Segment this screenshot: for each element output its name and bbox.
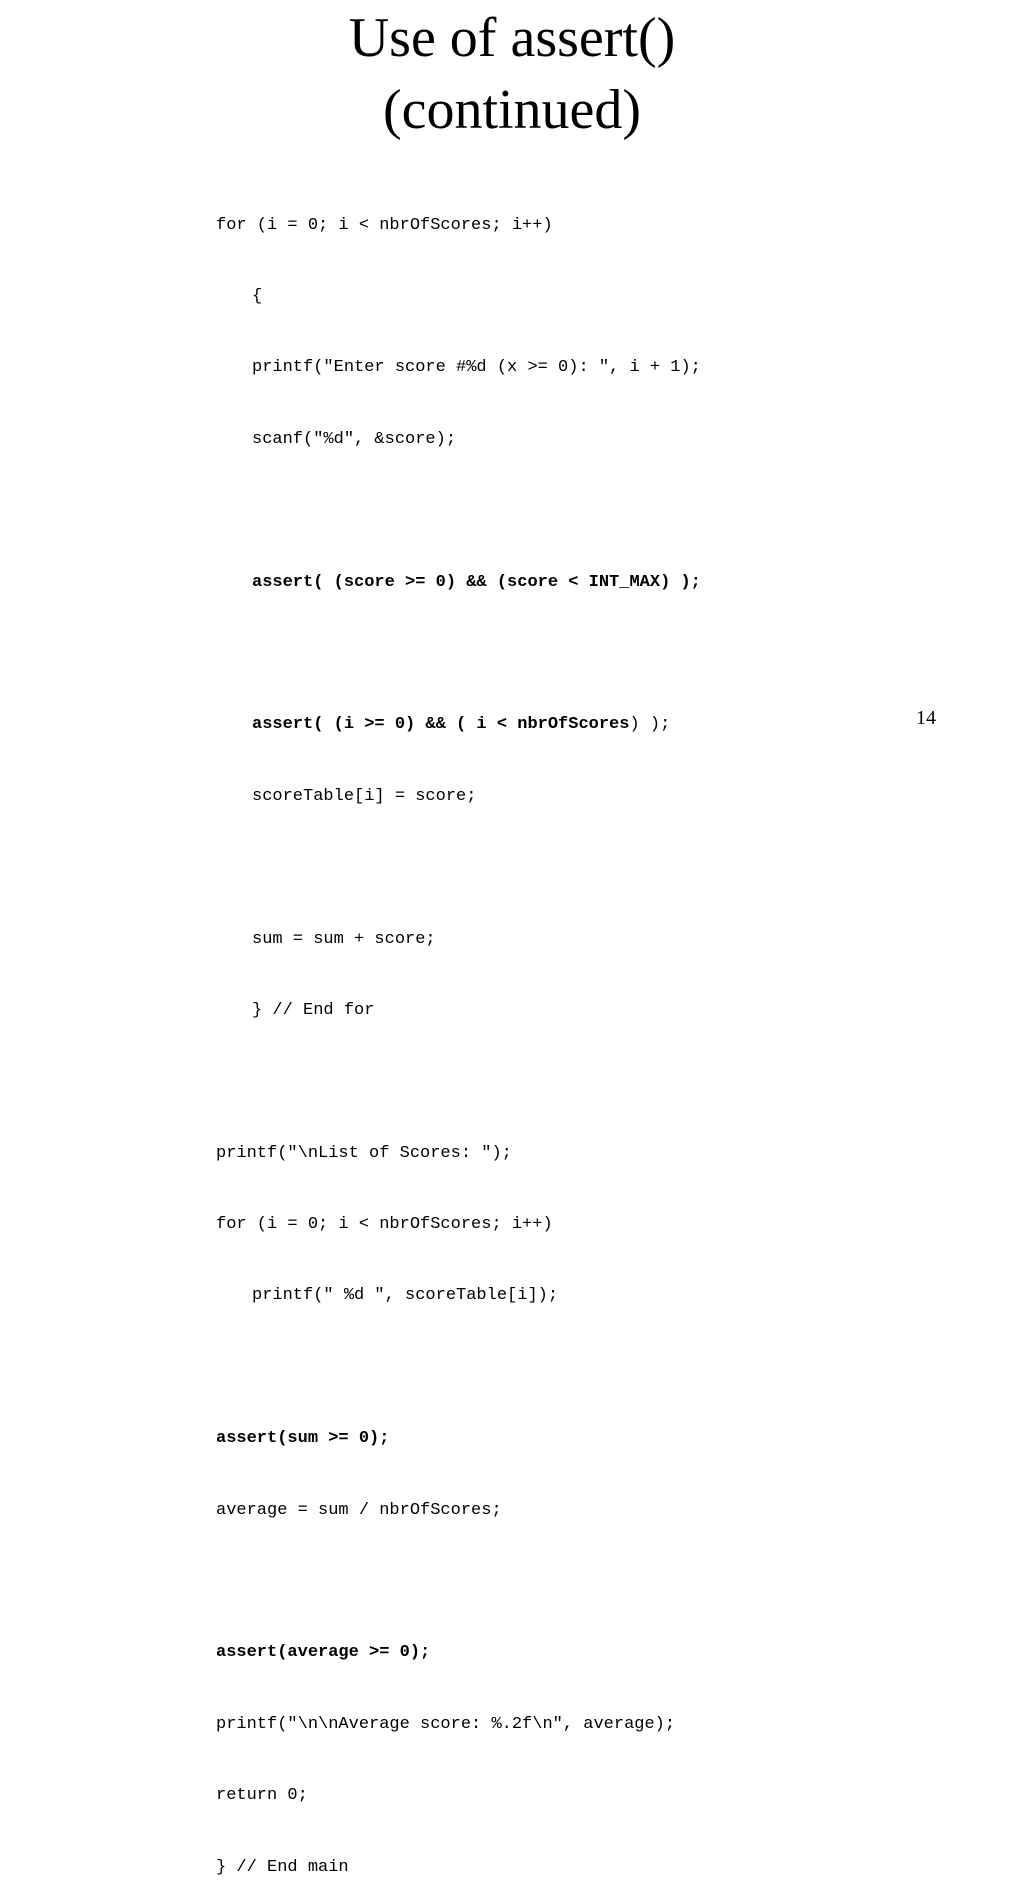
code-line-assert: assert( (score >= 0) && (score < INT_MAX) ); bbox=[252, 572, 701, 592]
code-listing bbox=[216, 166, 701, 1903]
code-line: printf("\nList of Scores: "); bbox=[216, 1143, 512, 1163]
code-line: scoreTable[i] = score; bbox=[252, 786, 477, 806]
code-line: scanf("%d", &score); bbox=[252, 429, 457, 449]
code-line: } // End for bbox=[252, 1000, 375, 1020]
code-line-assert: assert(average >= 0); bbox=[216, 1643, 431, 1663]
code-line: } // End main bbox=[216, 1857, 349, 1877]
slide-title bbox=[0, 2, 1024, 146]
slide-title-line-2: (continued) bbox=[382, 79, 642, 141]
code-line: for (i = 0; i < nbrOfScores; i++) bbox=[216, 215, 553, 235]
blank-line bbox=[216, 1570, 701, 1594]
blank-line bbox=[216, 1070, 701, 1094]
code-line: for (i = 0; i < nbrOfScores; i++) bbox=[216, 1215, 553, 1235]
slide-title-line-1: Use of assert() bbox=[348, 7, 676, 69]
blank-line bbox=[216, 499, 701, 523]
code-line-bold-part: assert( (i >= 0) && ( i < nbrOfScores bbox=[252, 715, 630, 735]
code-line: average = sum / nbrOfScores; bbox=[216, 1500, 502, 1520]
blank-line bbox=[216, 642, 701, 666]
code-line: return 0; bbox=[216, 1786, 308, 1806]
code-line: printf("Enter score #%d (x >= 0): ", i + 1); bbox=[252, 358, 701, 378]
blank-line bbox=[216, 1356, 701, 1380]
code-line: printf(" %d ", scoreTable[i]); bbox=[252, 1286, 559, 1306]
code-line-rest-part: ) ); bbox=[629, 715, 671, 735]
code-line: { bbox=[252, 286, 263, 306]
blank-line bbox=[216, 856, 701, 880]
code-line-assert-mixed bbox=[216, 713, 701, 737]
code-line-assert: assert(sum >= 0); bbox=[216, 1429, 390, 1449]
code-line: printf("\n\nAverage score: %.2f\n", average); bbox=[216, 1714, 676, 1734]
page-number: 14 bbox=[916, 707, 936, 729]
code-line: sum = sum + score; bbox=[252, 929, 436, 949]
